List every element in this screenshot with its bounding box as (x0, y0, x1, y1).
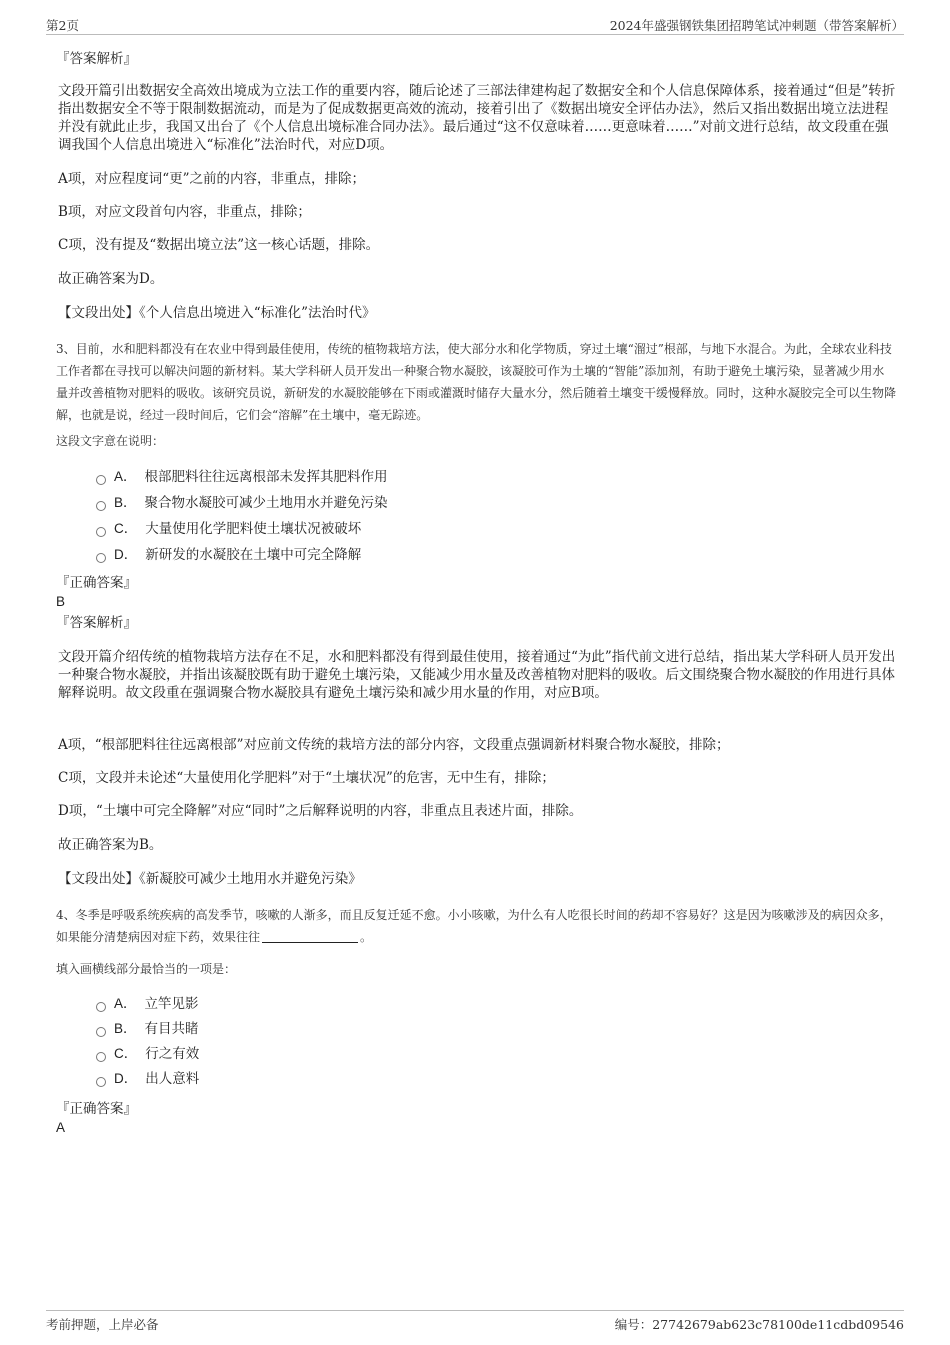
q2-note-a: A项，对应程度词“更”之前的内容，非重点，排除； (58, 171, 366, 187)
q3-analysis-label: 『答案解析』 (56, 615, 137, 631)
q3-option-c[interactable] (96, 519, 361, 539)
radio-icon[interactable] (96, 1027, 106, 1037)
document-code: 编号：27742679ab623c78100de11cdbd09546 (614, 1317, 904, 1332)
q3-option-b[interactable] (96, 493, 388, 513)
q3-source: 【文段出处】《新凝胶可减少土地用水并避免污染》 (58, 871, 362, 887)
option-text: 有目共睹 (144, 1021, 199, 1037)
q2-source: 【文段出处】《个人信息出境进入“标准化”法治时代》 (58, 305, 376, 321)
radio-icon[interactable] (96, 553, 106, 563)
radio-icon[interactable] (96, 501, 106, 511)
q2-analysis-label: 『答案解析』 (56, 51, 137, 67)
fill-blank (262, 930, 358, 943)
document-title: 2024年盛强钢铁集团招聘笔试冲刺题（带答案解析） (609, 18, 904, 33)
radio-icon[interactable] (96, 1052, 106, 1062)
q4-option-c[interactable] (96, 1044, 199, 1064)
q2-analysis: 文段开篇引出数据安全高效出境成为立法工作的重要内容，随后论述了三部法律建构起了数据安全和个人信息保障体系，接着通过“但是”转折指出数据安全不等于限制数据流动，而是为了促成数据更高效的流动，接着引出了《数据出境安全评估办法》，然后又指出数据出境立法进程并没有就此止步，我国又出台了《个人信息出境标准合同办法》。最后通过“这不仅意味着……更意味着……”对前文进行总结，故文段重在强调我国个人信息出境进入“标准化”法治时代，对应D项。 (58, 83, 896, 153)
option-text: 根部肥料往往远离根部未发挥其肥料作用 (144, 469, 388, 485)
option-text: 立竿见影 (144, 996, 199, 1012)
option-text: 新研发的水凝胶在土壤中可完全降解 (145, 547, 362, 563)
option-letter: D． (114, 1071, 138, 1086)
option-text: 大量使用化学肥料使土壤状况被破坏 (145, 521, 362, 537)
q3-answer: B (56, 594, 66, 609)
q2-note-c: C项，没有提及“数据出境立法”这一核心话题，排除。 (58, 237, 380, 253)
q4-stem-end: 。 (360, 930, 373, 944)
option-text: 行之有效 (145, 1046, 200, 1062)
q4-option-a[interactable] (96, 994, 199, 1014)
q4-answer: A (56, 1120, 66, 1135)
option-letter: B． (114, 495, 137, 510)
option-text: 出人意料 (145, 1071, 200, 1087)
q2-note-b: B项，对应文段首句内容，非重点，排除； (58, 204, 311, 220)
radio-icon[interactable] (96, 475, 106, 485)
q4-option-d[interactable] (96, 1069, 199, 1089)
radio-icon[interactable] (96, 1077, 106, 1087)
q3-prompt: 这段文字意在说明： (56, 434, 165, 448)
q3-note-c: C项，文段并未论述“大量使用化学肥料”对于“土壤状况”的危害，无中生有，排除； (58, 770, 555, 786)
q4-option-b[interactable] (96, 1019, 199, 1039)
radio-icon[interactable] (96, 1002, 106, 1012)
option-letter: C． (114, 521, 138, 536)
q3-answer-label: 『正确答案』 (56, 575, 137, 591)
q4-stem (56, 904, 896, 948)
option-letter: B． (114, 1021, 137, 1036)
q3-stem: 3、目前，水和肥料都没有在农业中得到最佳使用，传统的植物栽培方法，使大部分水和化学物质，穿过土壤“溜过”根部，与地下水混合。为此，全球农业科技工作者都在寻找可以解决问题的新材料。某大学科研人员开发出一种聚合物水凝胶，该凝胶可作为土壤的“智能”添加剂，有助于避免土壤污染，显著减少用水量并改善植物对肥料的吸收。该研究员说，新研发的水凝胶能够在下雨或灌溉时储存大量水分，然后随着土壤变干缓慢释放。同时，这种水凝胶完全可以生物降解，也就是说，经过一段时间后，它们会“溶解”在土壤中，毫无踪迹。 (56, 342, 897, 422)
q3-option-a[interactable] (96, 467, 388, 487)
q3-analysis: 文段开篇介绍传统的植物栽培方法存在不足，水和肥料都没有得到最佳使用，接着通过“为此”指代前文进行总结，指出某大学科研人员开发出一种聚合物水凝胶，并指出该凝胶既有助于避免土壤污染，又能减少用水量及改善植物对肥料的吸收。后文围绕聚合物水凝胶的作用进行具体解释说明。故文段重在强调聚合物水凝胶具有避免土壤污染和减少用水量的作用，对应B项。 (58, 649, 896, 701)
q3-conclusion: 故正确答案为B。 (58, 837, 163, 853)
footer-slogan: 考前押题，上岸必备 (46, 1317, 159, 1332)
page-header (46, 14, 904, 35)
q3-option-d[interactable] (96, 545, 361, 565)
option-letter: A． (114, 996, 137, 1011)
q4-prompt: 填入画横线部分最恰当的一项是： (56, 962, 237, 976)
q3-note-d: D项，“土壤中可完全降解”对应“同时”之后解释说明的内容，非重点且表述片面，排除。 (58, 803, 583, 819)
q2-conclusion: 故正确答案为D。 (58, 271, 164, 287)
q3-note-a: A项，“根部肥料往往远离根部”对应前文传统的栽培方法的部分内容，文段重点强调新材料聚合物水凝胶，排除； (58, 737, 730, 753)
option-letter: D． (114, 547, 138, 562)
q4-answer-label: 『正确答案』 (56, 1101, 137, 1117)
page-footer (46, 1310, 904, 1333)
radio-icon[interactable] (96, 527, 106, 537)
page-number: 第2页 (46, 18, 79, 33)
option-text: 聚合物水凝胶可减少土地用水并避免污染 (144, 495, 388, 511)
option-letter: C． (114, 1046, 138, 1061)
option-letter: A． (114, 469, 137, 484)
q4-stem-text: 4、冬季是呼吸系统疾病的高发季节，咳嗽的人渐多，而且反复迁延不愈。小小咳嗽，为什么有人吃很长时间的药却不容易好？这是因为咳嗽涉及的病因众多，如果能分清楚病因对症下药，效果往往 (56, 908, 892, 944)
